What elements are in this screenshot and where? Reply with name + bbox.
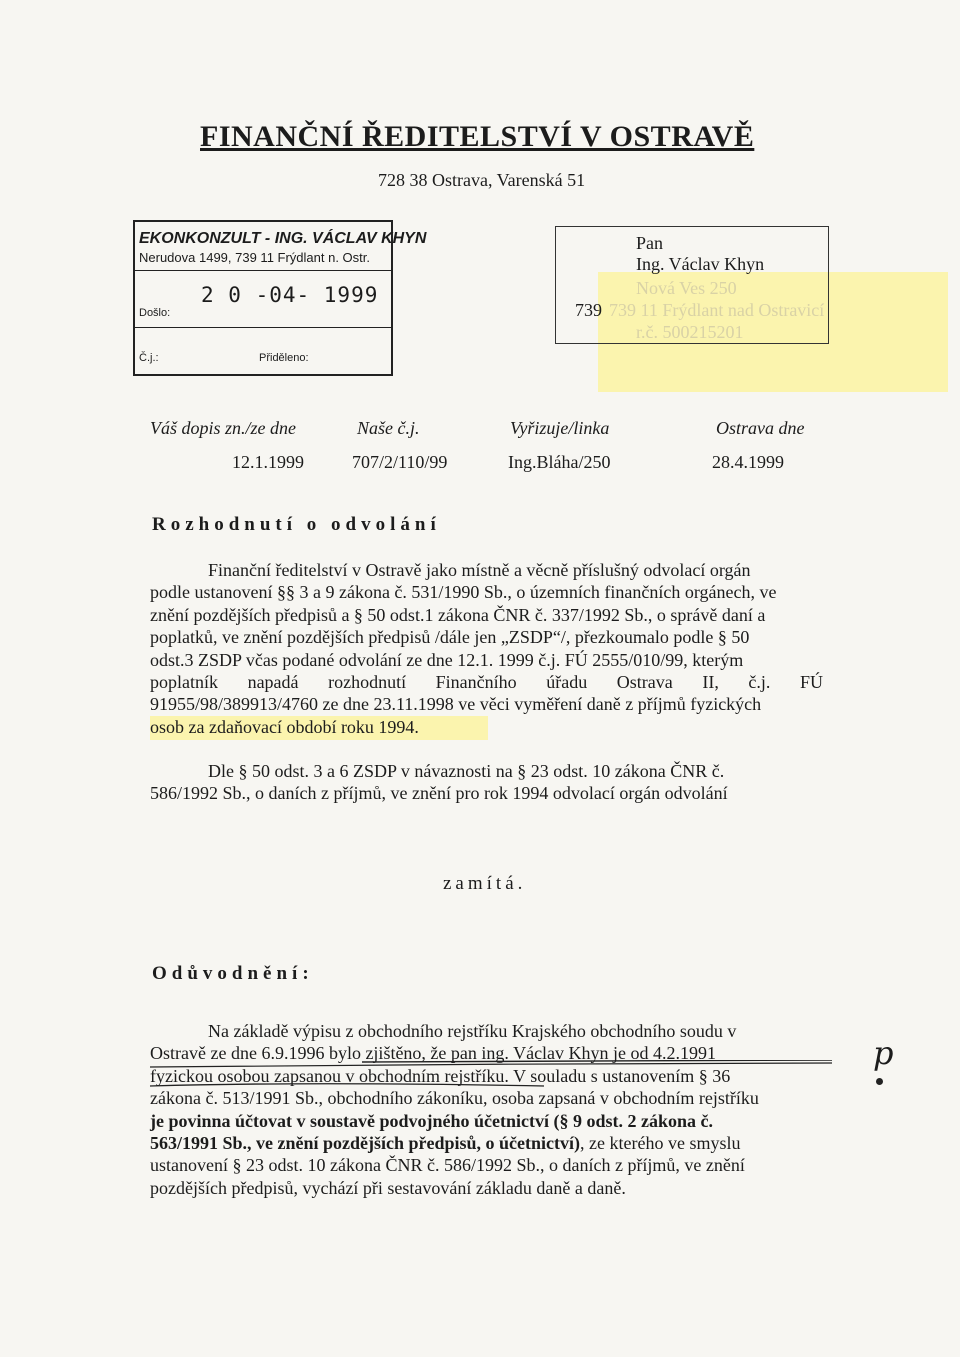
verdict: zamítá. — [443, 873, 527, 894]
recipient-street: Nová Ves 250 — [636, 278, 737, 298]
p3-line: Ostravě ze dne 6.9.1996 bylo zjištěno, že pan ing. Václav Khyn je od 4.2.1991 — [150, 1043, 717, 1064]
p1-line: 91955/98/389913/4760 ze dne 23.11.1998 ve věci vyměření daně z příjmů fyzických — [150, 694, 762, 715]
ref-label-your-letter: Váš dopis zn./ze dne — [150, 418, 296, 438]
margin-note: p — [873, 1034, 894, 1072]
ref-value-your-letter: 12.1.1999 — [232, 452, 304, 472]
p1-line: znění pozdějších předpisů a § 50 odst.1 zákona ČNR č. 337/1992 Sb., o správě daní a — [150, 604, 766, 625]
recipient-box-number: 739 — [575, 300, 602, 320]
p1-line: Finanční ředitelství v Ostravě jako místně a věcně příslušný odvolací orgán — [208, 560, 751, 580]
p1-line: poplatník napadá rozhodnutí Finančního úřadu Ostrava II, č.j. FÚ — [150, 672, 823, 693]
paragraph-appeal — [150, 559, 823, 738]
stamp-address: Nerudova 1499, 739 11 Frýdlant n. Ostr. — [139, 250, 371, 265]
p3-bold-line: je povinna účtovat v soustavě podvojného účetnictví (§ 9 odst. 2 zákona č. — [150, 1110, 714, 1131]
p1-line: odst.3 ZSDP včas podané odvolání ze dne 12.1. 1999 č.j. FÚ 2555/010/99, kterým — [150, 649, 744, 670]
decision-heading: Rozhodnutí o odvolání — [152, 514, 441, 535]
p3-line: Na základě výpisu z obchodního rejstříku Krajského obchodního soudu v — [208, 1021, 737, 1041]
stamp-received-date: 2 0 -04- 1999 — [201, 283, 379, 307]
page-title: FINANČNÍ ŘEDITELSTVÍ V OSTRAVĚ — [200, 120, 755, 153]
p3-line: fyzickou osobou zapsanou v obchodním rejstříku. V souladu s ustanovením § 36 — [150, 1065, 731, 1086]
received-stamp — [133, 220, 427, 376]
ref-label-our-ref: Naše č.j. — [357, 418, 420, 438]
stamp-received-row — [135, 270, 391, 328]
p3-line: zákona č. 513/1991 Sb., obchodního zákoníku, osoba zapsaná v obchodním rejstříku — [150, 1088, 759, 1109]
ref-label-handled-by: Vyřizuje/linka — [510, 418, 610, 438]
p1-line: podle ustanovení §§ 3 a 9 zákona č. 531/1990 Sb., o územních finančních orgánech, ve — [150, 582, 777, 603]
ref-value-our-ref: 707/2/110/99 — [352, 452, 448, 472]
recipient-city: 739 11 Frýdlant nad Ostravicí — [609, 300, 825, 320]
recipient-salutation: Pan — [636, 233, 663, 253]
p3-line: ustanovení § 23 odst. 10 zákona ČNR č. 586/1992 Sb., o daních z příjmů, ve znění — [150, 1155, 745, 1176]
ref-value-date: 28.4.1999 — [712, 452, 784, 472]
p2-line: 586/1992 Sb., o daních z příjmů, ve znění pro rok 1994 odvolací orgán odvolání — [150, 783, 728, 804]
paragraph-reasoning — [150, 1020, 823, 1199]
recipient-ic: r.č. 500215201 — [636, 322, 744, 342]
office-address: 728 38 Ostrava, Varenská 51 — [378, 170, 586, 190]
reasoning-heading: Odůvodnění: — [152, 963, 314, 984]
stamp-company: EKONKONZULT - ING. VÁCLAV KHYN — [139, 230, 427, 247]
p2-line: Dle § 50 odst. 3 a 6 ZSDP v návaznosti na § 23 odst. 10 zákona ČNR č. — [208, 761, 725, 781]
stamp-assigned-label: Přiděleno: — [259, 352, 309, 364]
margin-dot — [876, 1078, 883, 1085]
p3-line: pozdějších předpisů, vychází při sestavování základu daně a daně. — [150, 1177, 626, 1198]
p1-line: poplatků, ve znění pozdějších předpisů /dále jen „ZSDP“/, přezkoumalo podle § 50 — [150, 627, 750, 648]
ref-label-date: Ostrava dne — [716, 418, 805, 438]
p1-line: osob za zdaňovací období roku 1994. — [150, 716, 419, 737]
paragraph-legal-basis — [150, 760, 823, 805]
stamp-ref-label: Č.j.: — [139, 352, 159, 364]
p3-line: , ze kterého ve smyslu — [580, 1133, 741, 1154]
p3-bold-line: 563/1991 Sb., ve znění pozdějších předpisů, o účetnictví) — [150, 1133, 581, 1154]
handwritten-underline — [140, 1060, 840, 1090]
recipient-name: Ing. Václav Khyn — [636, 254, 765, 274]
ref-value-handled-by: Ing.Bláha/250 — [508, 452, 611, 472]
stamp-received-label: Došlo: — [139, 307, 171, 319]
